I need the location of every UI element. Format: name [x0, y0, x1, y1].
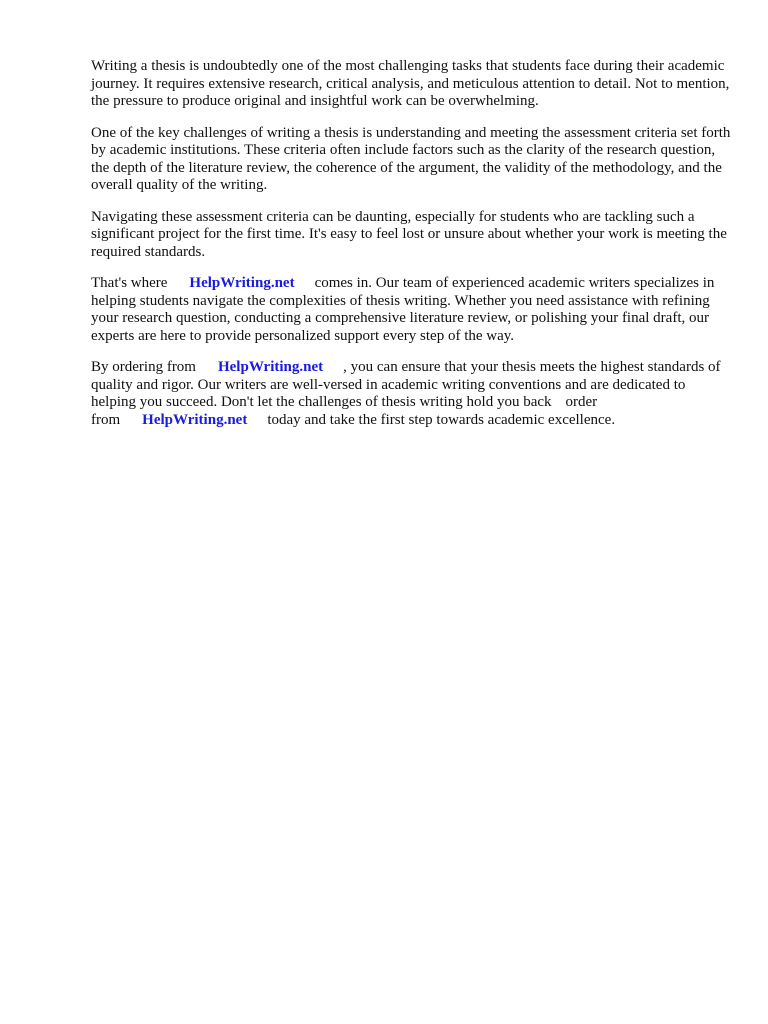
paragraph-1: Writing a thesis is undoubtedly one of the most challenging tasks that students face during their academic journey. It requires extensive research, critical analysis, and meticulous attention to detail. Not to mention, the pressure to produce original and insightful work can be overwhelming.: [91, 58, 730, 109]
helpwriting-link[interactable]: HelpWriting.net: [217, 359, 324, 375]
paragraph-2: One of the key challenges of writing a thesis is understanding and meeting the assessment criteria set forth by academic institutions. These criteria often include factors such as the clarity of the research question, the depth of the literature review, the coherence of the argument, the validity of the methodology, and the overall quality of the writing.: [91, 124, 731, 193]
helpwriting-link[interactable]: HelpWriting.net: [142, 411, 248, 428]
helpwriting-link[interactable]: HelpWriting.net: [189, 275, 295, 291]
document-body: [91, 58, 731, 443]
paragraph-5-order-text: order from: [91, 394, 598, 428]
paragraph-4: [91, 275, 731, 345]
paragraph-5-closing: today and take the first step towards academic excellence.: [267, 411, 616, 428]
paragraph-5-intro: By ordering from: [91, 359, 196, 375]
paragraph-3: Navigating these assessment criteria can be daunting, especially for students who are tackling such a significant project for the first time. It's easy to feel lost or unsure about whether your work is meeting the required standards.: [91, 208, 727, 260]
paragraph-4-text: comes in. Our team of experienced academic writers specializes in helping students navigate the complexities of thesis writing. Whether you need assistance with refining your research question, conducting a comprehensive literature review, or polishing your final draft, our experts are here to provide personalized support every step of the way.: [91, 275, 715, 344]
paragraph-5: [91, 359, 731, 429]
paragraph-4-intro: That's where: [91, 275, 168, 291]
paragraph-5-text: , you can ensure that your thesis meets the highest standards of quality and rigor. Our writers are well-versed in academic writing conventions and are dedicated to helping you succeed. Don't let the challenges of thesis writing hold you back: [91, 359, 721, 410]
